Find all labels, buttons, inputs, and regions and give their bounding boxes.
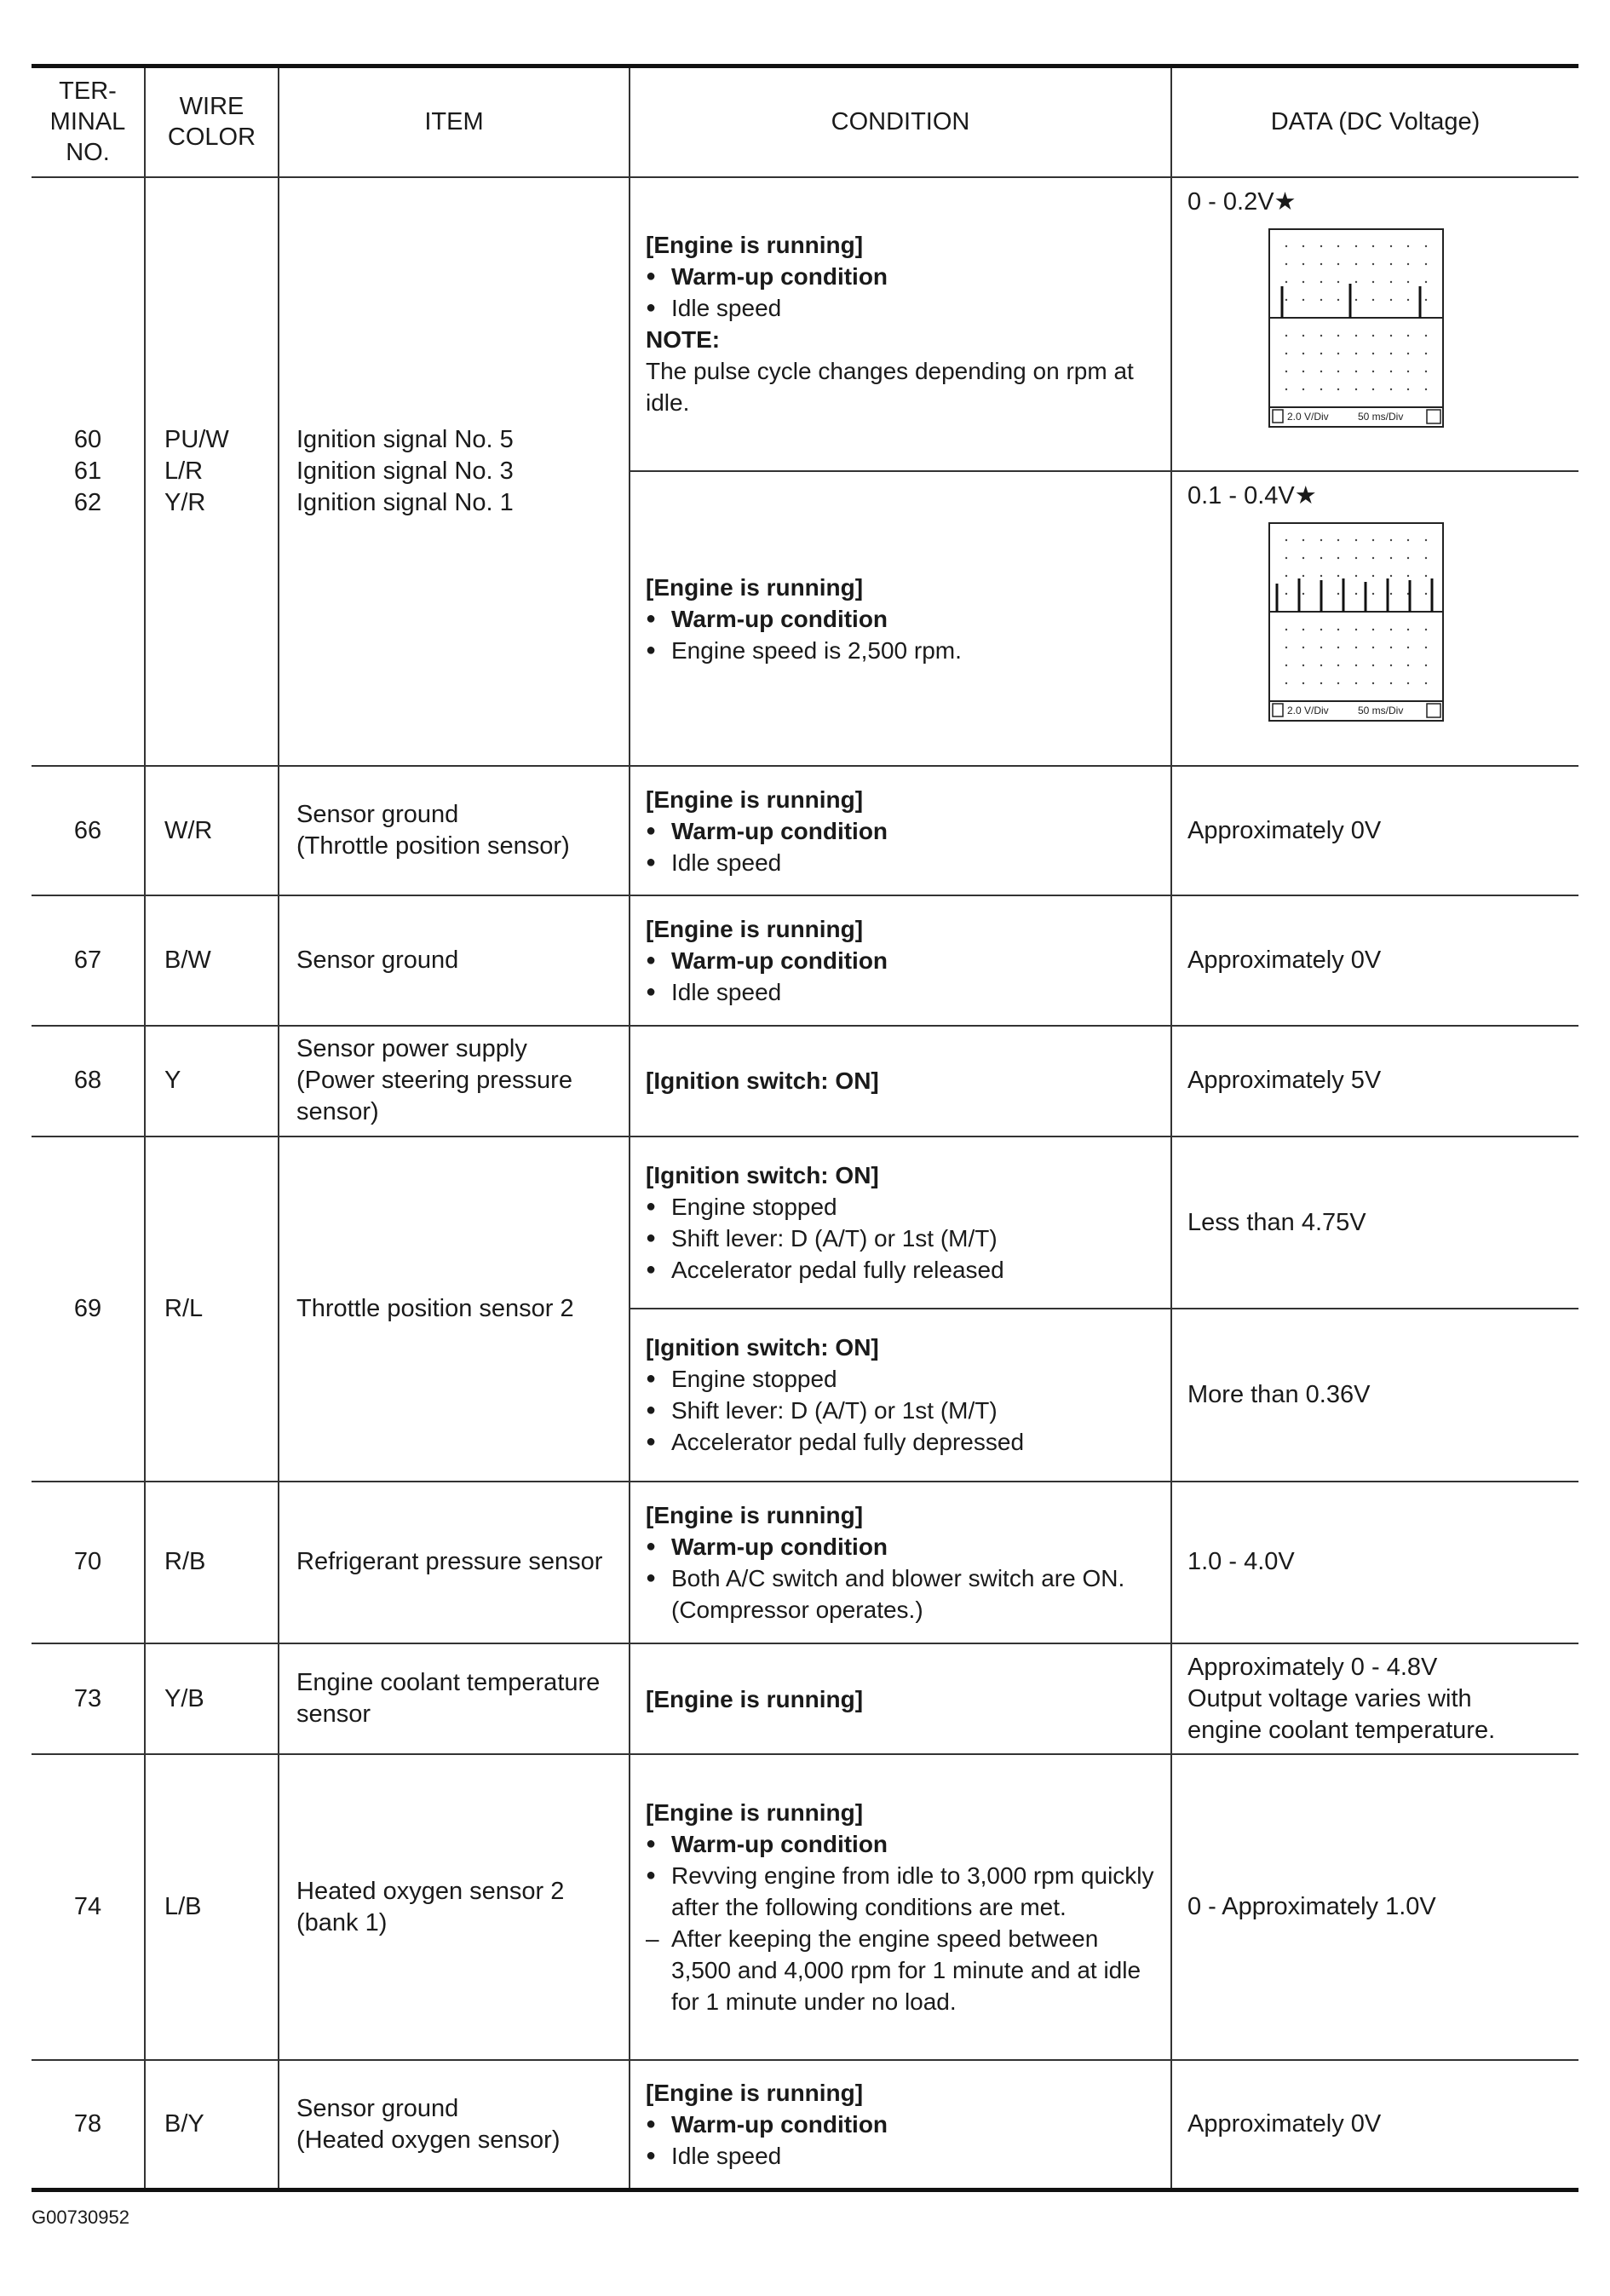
condition-cell: [Ignition switch: ON] ● Engine stopped ● Shift lever: D (A/T) or 1st (M/T) ● Accelerator pedal fully released (630, 1136, 1171, 1309)
condition-cell: [Engine is running] ● Warm-up condition ● Idle speed (630, 895, 1171, 1025)
item-cell: Sensor ground (Throttle position sensor) (279, 766, 630, 895)
table-row (32, 1136, 1578, 1309)
data-cell: Approximately 0 - 4.8V Output voltage varies with engine coolant temperature. (1171, 1643, 1578, 1754)
item-cell: Heated oxygen sensor 2 (bank 1) (279, 1754, 630, 2060)
item-cell: Sensor ground (279, 895, 630, 1025)
terminal-cell: 67 (32, 895, 145, 1025)
table-row (32, 177, 1578, 472)
table-row (32, 1643, 1578, 1754)
condition-cell: [Ignition switch: ON] ● Engine stopped ● Shift lever: D (A/T) or 1st (M/T) ● Accelerator pedal fully depressed (630, 1309, 1171, 1481)
scope-time-div: 50 ms/Div (1358, 705, 1404, 717)
item-cell: Throttle position sensor 2 (279, 1136, 630, 1482)
figure-id: G00730952 (32, 2207, 129, 2228)
header-condition: CONDITION (630, 66, 1171, 177)
condition-cell: [Engine is running] ● Warm-up condition ● Idle speed NOTE: The pulse cycle changes depending on rpm at idle. (630, 177, 1171, 472)
table-row (32, 1754, 1578, 2060)
oscilloscope-waveform-idle (1268, 228, 1444, 428)
data-cell: Approximately 0V (1171, 766, 1578, 895)
wire-color-cell: Y (145, 1026, 279, 1136)
condition-cell: [Engine is running] ● Warm-up condition ● Both A/C switch and blower switch are ON. (Compressor operates.) (630, 1482, 1171, 1643)
wire-color-cell: L/B (145, 1754, 279, 2060)
condition-cell: [Engine is running] (630, 1643, 1171, 1754)
terminal-data-table (32, 64, 1578, 2192)
header-data: DATA (DC Voltage) (1171, 66, 1578, 177)
table-row (32, 2060, 1578, 2190)
terminal-cell: 74 (32, 1754, 145, 2060)
header-row (32, 66, 1578, 177)
data-cell: 1.0 - 4.0V (1171, 1482, 1578, 1643)
terminal-cell: 78 (32, 2060, 145, 2190)
wire-color-cell: PU/W L/R Y/R (145, 177, 279, 766)
wire-color-cell: B/W (145, 895, 279, 1025)
table-row (32, 1482, 1578, 1643)
oscilloscope-waveform-2500rpm (1268, 522, 1444, 722)
condition-cell: [Ignition switch: ON] (630, 1026, 1171, 1136)
data-cell: More than 0.36V (1171, 1309, 1578, 1481)
terminal-cell: 68 (32, 1026, 145, 1136)
condition-cell: [Engine is running] ● Warm-up condition ● Revving engine from idle to 3,000 rpm quickly after the following conditions are met. – After keeping the engine speed between 3,500 and 4,000 rpm for 1 minute and at idle for 1 minute under no load. (630, 1754, 1171, 2060)
item-cell: Sensor ground (Heated oxygen sensor) (279, 2060, 630, 2190)
wire-color-cell: W/R (145, 766, 279, 895)
item-cell: Refrigerant pressure sensor (279, 1482, 630, 1643)
item-cell: Ignition signal No. 5 Ignition signal No. 3 Ignition signal No. 1 (279, 177, 630, 766)
header-terminal-no: TER- MINAL NO. (32, 66, 145, 177)
data-cell: Approximately 0V (1171, 2060, 1578, 2190)
condition-cell: [Engine is running] ● Warm-up condition ● Idle speed (630, 2060, 1171, 2190)
header-item: ITEM (279, 66, 630, 177)
scope-volt-div: 2.0 V/Div (1287, 410, 1329, 423)
data-cell: Approximately 0V (1171, 895, 1578, 1025)
condition-cell: [Engine is running] ● Warm-up condition ● Idle speed (630, 766, 1171, 895)
data-cell: 0 - Approximately 1.0V (1171, 1754, 1578, 2060)
data-cell: Approximately 5V (1171, 1026, 1578, 1136)
item-cell: Engine coolant temperature sensor (279, 1643, 630, 1754)
scope-volt-div: 2.0 V/Div (1287, 705, 1329, 717)
item-cell: Sensor power supply (Power steering pressure sensor) (279, 1026, 630, 1136)
data-cell: 0.1 - 0.4V★ 2.0 V/Div 50 ms/Div (1171, 471, 1578, 766)
terminal-cell: 73 (32, 1643, 145, 1754)
data-cell: 0 - 0.2V★ 2.0 V/Div 50 ms/Div (1171, 177, 1578, 472)
terminal-cell: 69 (32, 1136, 145, 1482)
wire-color-cell: R/B (145, 1482, 279, 1643)
scope-time-div: 50 ms/Div (1358, 410, 1404, 423)
table-row (32, 1026, 1578, 1136)
wire-color-cell: Y/B (145, 1643, 279, 1754)
wire-color-cell: R/L (145, 1136, 279, 1482)
terminal-cell: 66 (32, 766, 145, 895)
condition-cell: [Engine is running] ● Warm-up condition ● Engine speed is 2,500 rpm. (630, 471, 1171, 766)
table-row (32, 766, 1578, 895)
data-cell: Less than 4.75V (1171, 1136, 1578, 1309)
terminal-cell: 70 (32, 1482, 145, 1643)
wire-color-cell: B/Y (145, 2060, 279, 2190)
header-wire-color: WIRE COLOR (145, 66, 279, 177)
terminal-cell: 60 61 62 (32, 177, 145, 766)
table-row (32, 895, 1578, 1025)
